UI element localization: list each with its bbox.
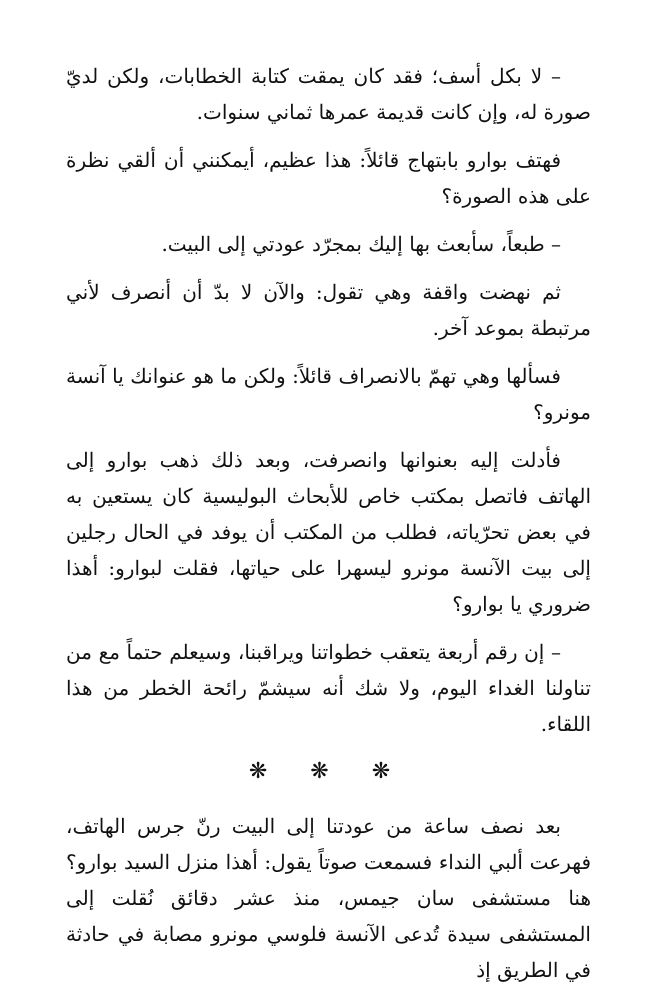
paragraph: – لا بكل أسف؛ فقد كان يمقت كتابة الخطابات، ولكن لديّ صورة له، وإن كانت قديمة عمرها ثماني سنوات.	[66, 64, 591, 124]
section-separator: ❋ ❋ ❋	[248, 759, 409, 784]
paragraph: فهتف بوارو بابتهاج قائلاً: هذا عظيم، أيمكنني أن ألقي نظرة على هذه الصورة؟	[66, 148, 591, 208]
book-page	[66, 58, 591, 1000]
paragraph: فسألها وهي تهمّ بالانصراف قائلاً: ولكن ما هو عنوانك يا آنسة مونرو؟	[66, 364, 591, 424]
paragraph: ثم نهضت واقفة وهي تقول: والآن لا بدّ أن أنصرف لأني مرتبطة بموعد آخر.	[66, 280, 591, 340]
paragraph: – إن رقم أربعة يتعقب خطواتنا ويراقبنا، وسيعلم حتماً مع من تناولنا الغداء اليوم، ولا شك أنه سيشمّ رائحة الخطر من هذا اللقاء.	[66, 640, 591, 736]
paragraph: فأدلت إليه بعنوانها وانصرفت، وبعد ذلك ذهب بوارو إلى الهاتف فاتصل بمكتب خاص للأبحاث البوليسية كان يستعين به في بعض تحرّياته، فطلب من المكتب أن يوفد في الحال رجلين إلى بيت الآنسة مونرو ليسهرا على حياتها، فقلت لبوارو: أهذا ضروري يا بوارو؟	[66, 448, 591, 616]
paragraph: بعد نصف ساعة من عودتنا إلى البيت رنّ جرس الهاتف، فهرعت ألبي النداء فسمعت صوتاً يقول: أهذا منزل السيد بوارو؟ هنا مستشفى سان جيمس، منذ عشر دقائق نُقلت إلى المستشفى سيدة تُدعى الآنسة فلوسي مونرو مصابة في حادثة في الطريق إذ	[66, 814, 591, 982]
paragraph: – طبعاً، سأبعث بها إليك بمجرّد عودتي إلى البيت.	[161, 232, 561, 256]
